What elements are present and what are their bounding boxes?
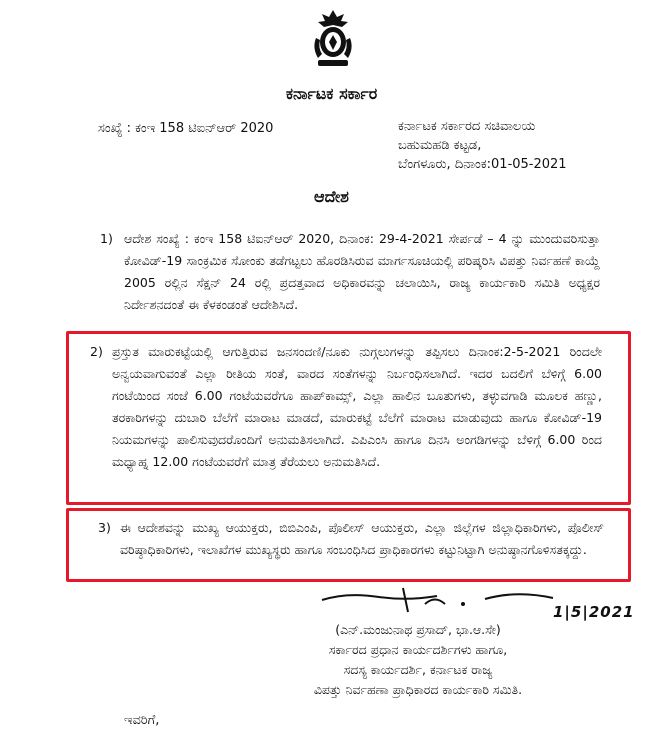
paragraph-number: 3) — [98, 520, 111, 535]
paragraph-text: ಪ್ರಸ್ತುತ ಮಾರುಕಟ್ಟೆಯಲ್ಲಿ ಆಗುತ್ತಿರುವ ಜನಸಂದಣಿ/ನೂಕು ನುಗ್ಗಲುಗಳನ್ನು ತಪ್ಪಿಸಲು ದಿನಾಂಕ:2-5-2021 ರಿಂದಲೇ ಅನ್ವಯವಾಗುವಂತೆ ಎಲ್ಲಾ ರೀತಿಯ ಸಂತೆ, ವಾರದ ಸಂತೆಗಳನ್ನು ನಿರ್ಬಂಧಿಸಲಾಗಿದೆ. ಇದರ ಬದಲಿಗೆ ಬೆಳಿಗ್ಗೆ 6.00 ಗಂಟೆಯಿಂದ ಸಂಜೆ 6.00 ಗಂಟೆಯವರೆಗೂ ಹಾಪ್‌ಕಾಮ್ಸ್, ಎಲ್ಲಾ ಹಾಲಿನ ಬೂತುಗಳು, ತಳ್ಳುವಗಾಡಿ ಮೂಲಕ ಹಣ್ಣು, ತರಕಾರಿಗಳನ್ನು ದುಬಾರಿ ಬೆಲೆಗೆ ಮಾರಾಟ ಮಾಡದೆ, ಮಾರುಕಟ್ಟೆ ಬೆಲೆಗೆ ಮಾರಾಟ ಮಾಡುವುದು ಹಾಗೂ ಕೋವಿಡ್-19 ನಿಯಮಗಳನ್ನು ಪಾಲಿಸುವುದರೊಂದಿಗೆ ಅನುಮತಿಸಲಾಗಿದೆ. ಎಪಿಎಂಸಿ ಹಾಗೂ ದಿನಸಿ ಅಂಗಡಿಗಳನ್ನು ಬೆಳಿಗ್ಗೆ 6.00 ರಿಂದ ಮಧ್ಯಾಹ್ನ 12.00 ಗಂಟೆಯವರೆಗೆ ಮಾತ್ರ ತೆರೆಯಲು ಅನುಮತಿಸಿದೆ. — [112, 344, 602, 469]
recipients-label: ಇವರಿಗೆ, — [124, 713, 160, 728]
address-date-line: ಬೆಂಗಳೂರು, ದಿನಾಂಕ:01-05-2021 — [398, 157, 567, 172]
order-paragraph-3 — [98, 517, 604, 561]
government-title: ಕರ್ನಾಟಕ ಸರ್ಕಾರ — [285, 84, 378, 103]
signatory-designation: ಸರ್ಕಾರದ ಪ್ರಧಾನ ಕಾರ್ಯದರ್ಶಿಗಳು ಹಾಗೂ, — [328, 642, 508, 657]
order-reference-number: ಸಂಖ್ಯೆ : ಕಂಇ 158 ಟಿಐನ್ಆರ್ 2020 — [98, 121, 274, 136]
signatory-name: (ಎನ್.ಮಂಜುನಾಥ ಪ್ರಸಾದ್, ಭಾ.ಆ.ಸೇ) — [335, 622, 501, 637]
paragraph-text: ಆದೇಶ ಸಂಖ್ಯೆ : ಕಂಇ 158 ಟಿಐನ್ಆರ್ 2020, ದಿನಾಂಕ: 29-4-2021 ಸೇರ್ಪಡೆ – 4 ನ್ನು ಮುಂದುವರಿಸುತ್ತಾ ಕೋವಿಡ್-19 ಸಾಂಕ್ರಮಿಕ ಸೋಂಕು ತಡೆಗಟ್ಟಲು ಹೊರಡಿಸಿರುವ ಮಾರ್ಗಸೂಚಿಯಲ್ಲಿ ಪರಿಷ್ಕರಿಸಿ ವಿಪತ್ತು ನಿರ್ವಹಣೆ ಕಾಯ್ದೆ 2005 ರಲ್ಲಿನ ಸೆಕ್ಷನ್ 24 ರಲ್ಲಿ ಪ್ರದತ್ತವಾದ ಅಧಿಕಾರವನ್ನು ಚಲಾಯಿಸಿ, ರಾಜ್ಯ ಕಾರ್ಯಕಾರಿ ಸಮಿತಿ ಅಧ್ಯಕ್ಷರ ನಿರ್ದೇಶನದಂತೆ ಈ ಕೆಳಕಂಡಂತೆ ಆದೇಶಿಸಿದೆ. — [124, 231, 600, 312]
handwritten-date: 1|5|2021 — [553, 603, 635, 621]
paragraph-number: 1) — [100, 231, 113, 246]
order-paragraph-1 — [100, 228, 600, 316]
karnataka-emblem-icon — [308, 8, 358, 70]
issuing-address — [398, 117, 567, 174]
order-title: ಆದೇಶ — [314, 187, 349, 206]
signatory-designation: ಸದಸ್ಯ ಕಾರ್ಯದರ್ಶಿ, ಕರ್ನಾಟಕ ರಾಜ್ಯ — [343, 662, 493, 677]
address-line: ಕರ್ನಾಟಕ ಸರ್ಕಾರದ ಸಚಿವಾಲಯ — [398, 119, 536, 134]
order-paragraph-2 — [90, 341, 602, 473]
address-line: ಬಹುಮಹಡಿ ಕಟ್ಟಡ, — [398, 138, 482, 153]
paragraph-text: ಈ ಆದೇಶವನ್ನು ಮುಖ್ಯ ಆಯುಕ್ತರು, ಬಿಬಿಎಂಪಿ, ಪೊಲೀಸ್ ಆಯುಕ್ತರು, ಎಲ್ಲಾ ಜಿಲ್ಲೆಗಳ ಜಿಲ್ಲಾಧಿಕಾರಿಗಳು, ಪೊಲೀಸ್ ವರಿಷ್ಠಾಧಿಕಾರಿಗಳು, ಇಲಾಖೆಗಳ ಮುಖ್ಯಸ್ಥರು ಹಾಗೂ ಸಂಬಂಧಿಸಿದ ಪ್ರಾಧಿಕಾರಗಳು ಕಟ್ಟುನಿಟ್ಟಾಗಿ ಅನುಷ್ಠಾನಗೊಳಿಸತಕ್ಕದ್ದು. — [120, 520, 604, 557]
signatory-designation: ವಿಪತ್ತು ನಿರ್ವಹಣಾ ಪ್ರಾಧಿಕಾರದ ಕಾರ್ಯಕಾರಿ ಸಮಿತಿ. — [313, 682, 523, 697]
paragraph-number: 2) — [90, 344, 103, 359]
handwritten-signature — [317, 586, 572, 618]
signatory-block — [258, 620, 578, 700]
